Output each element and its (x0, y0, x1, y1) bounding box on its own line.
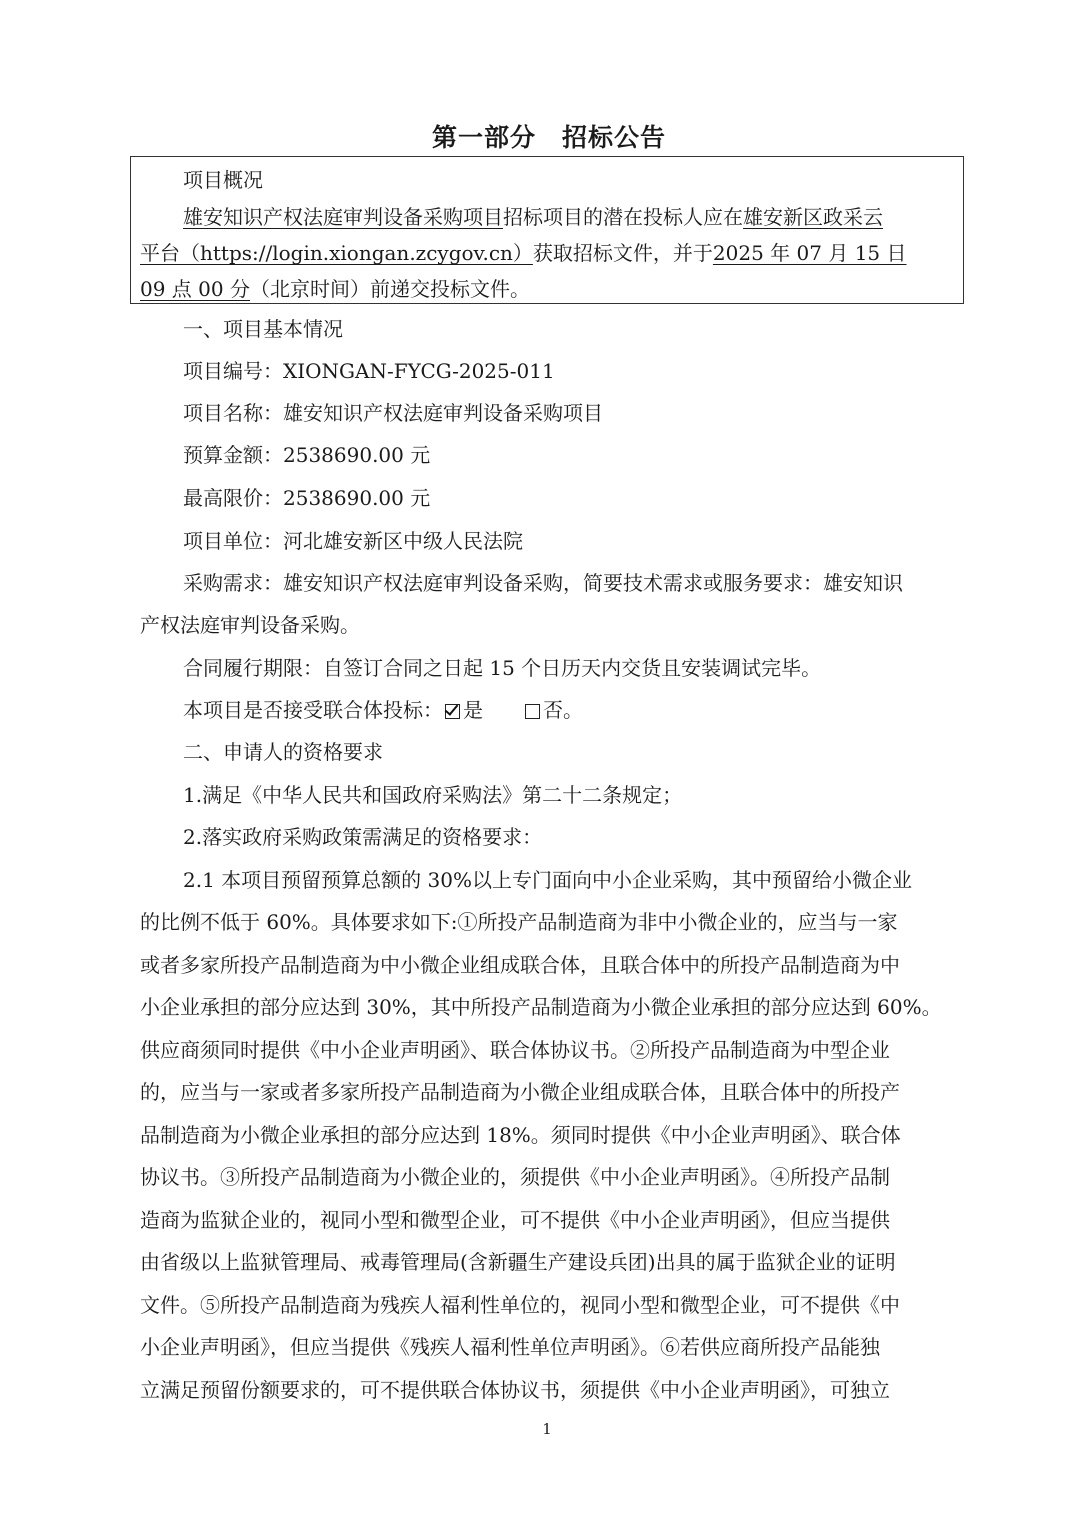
page-number: 1 (542, 1420, 552, 1438)
overview-line-2 (140, 239, 907, 267)
overview-text: （北京时间）前递交投标文件。 (249, 277, 530, 301)
overview-text: 招标项目的潜在投标人应在 (503, 205, 743, 229)
title-part: 第一部分 (431, 123, 536, 152)
consortium-question (183, 696, 583, 724)
contract-term: 合同履行期限：自签订合同之日起 15 个日历天内交货且安装调试完毕。 (183, 656, 822, 680)
purchase-demand-line-2: 产权法庭审判设备采购。 (140, 613, 360, 637)
deadline-date: 2025 年 07 月 15 日 (712, 241, 907, 265)
overview-heading: 项目概况 (183, 168, 263, 192)
deadline-time: 09 点 00 分 (140, 277, 250, 301)
consortium-yes-label: 是 (463, 698, 483, 722)
budget-amount: 预算金额：2538690.00 元 (183, 443, 431, 467)
overview-text: 获取招标文件，并于 (532, 241, 713, 265)
platform-url: 平台（https://login.xiongan.zcygov.cn） (140, 241, 533, 265)
paragraph-2-1-line: 2.1 本项目预留预算总额的 30%以上专门面向中小企业采购，其中预留给小微企业 (183, 868, 912, 892)
paragraph-2-1-line: 的比例不低于 60%。具体要求如下:①所投产品制造商为非中小微企业的，应当与一家 (140, 910, 898, 934)
project-unit: 项目单位：河北雄安新区中级人民法院 (183, 529, 523, 553)
title-name: 招标公告 (562, 123, 667, 152)
paragraph-2-1-line: 造商为监狱企业的，视同小型和微型企业，可不提供《中小企业声明函》，但应当提供 (140, 1208, 890, 1232)
project-number: 项目编号：XIONGAN-FYCG-2025-011 (183, 359, 555, 383)
platform-link: 雄安新区政采云 (743, 205, 883, 229)
max-price: 最高限价：2538690.00 元 (183, 486, 431, 510)
paragraph-2-1-line: 由省级以上监狱管理局、戒毒管理局(含新疆生产建设兵团)出具的属于监狱企业的证明 (140, 1250, 896, 1274)
checked-checkbox-icon (445, 704, 460, 719)
section1-heading: 一、项目基本情况 (183, 317, 343, 341)
overview-line-1 (183, 203, 883, 231)
requirement-1: 1.满足《中华人民共和国政府采购法》第二十二条规定； (183, 783, 683, 807)
paragraph-2-1-line: 供应商须同时提供《中小企业声明函》、联合体协议书。②所投产品制造商为中型企业 (140, 1038, 890, 1062)
paragraph-2-1-line: 品制造商为小微企业承担的部分应达到 18%。须同时提供《中小企业声明函》、联合体 (140, 1123, 901, 1147)
overview-line-3 (140, 275, 530, 303)
paragraph-2-1-line: 协议书。③所投产品制造商为小微企业的，须提供《中小企业声明函》。④所投产品制 (140, 1165, 890, 1189)
paragraph-2-1-line: 小企业声明函》，但应当提供《残疾人福利性单位声明函》。⑥若供应商所投产品能独 (140, 1335, 880, 1359)
consortium-no-label: 否。 (543, 698, 583, 722)
paragraph-2-1-line: 或者多家所投产品制造商为中小微企业组成联合体，且联合体中的所投产品制造商为中 (140, 953, 900, 977)
paragraph-2-1-line: 立满足预留份额要求的，可不提供联合体协议书，须提供《中小企业声明函》，可独立 (140, 1378, 890, 1402)
paragraph-2-1-line: 小企业承担的部分应达到 30%，其中所投产品制造商为小微企业承担的部分应达到 60%。 (140, 995, 942, 1019)
paragraph-2-1-line: 的，应当与一家或者多家所投产品制造商为小微企业组成联合体，且联合体中的所投产 (140, 1080, 900, 1104)
page-title (0, 118, 1080, 154)
requirement-2: 2.落实政府采购政策需满足的资格要求： (183, 825, 543, 849)
project-link: 雄安知识产权法庭审判设备采购项目 (183, 205, 503, 229)
project-name: 项目名称：雄安知识产权法庭审判设备采购项目 (183, 401, 603, 425)
consortium-label: 本项目是否接受联合体投标： (183, 698, 443, 722)
paragraph-2-1-line: 文件。⑤所投产品制造商为残疾人福利性单位的，视同小型和微型企业，可不提供《中 (140, 1293, 900, 1317)
purchase-demand-line-1: 采购需求：雄安知识产权法庭审判设备采购，简要技术需求或服务要求：雄安知识 (183, 571, 903, 595)
unchecked-checkbox-icon (525, 704, 540, 719)
section2-heading: 二、申请人的资格要求 (183, 740, 383, 764)
